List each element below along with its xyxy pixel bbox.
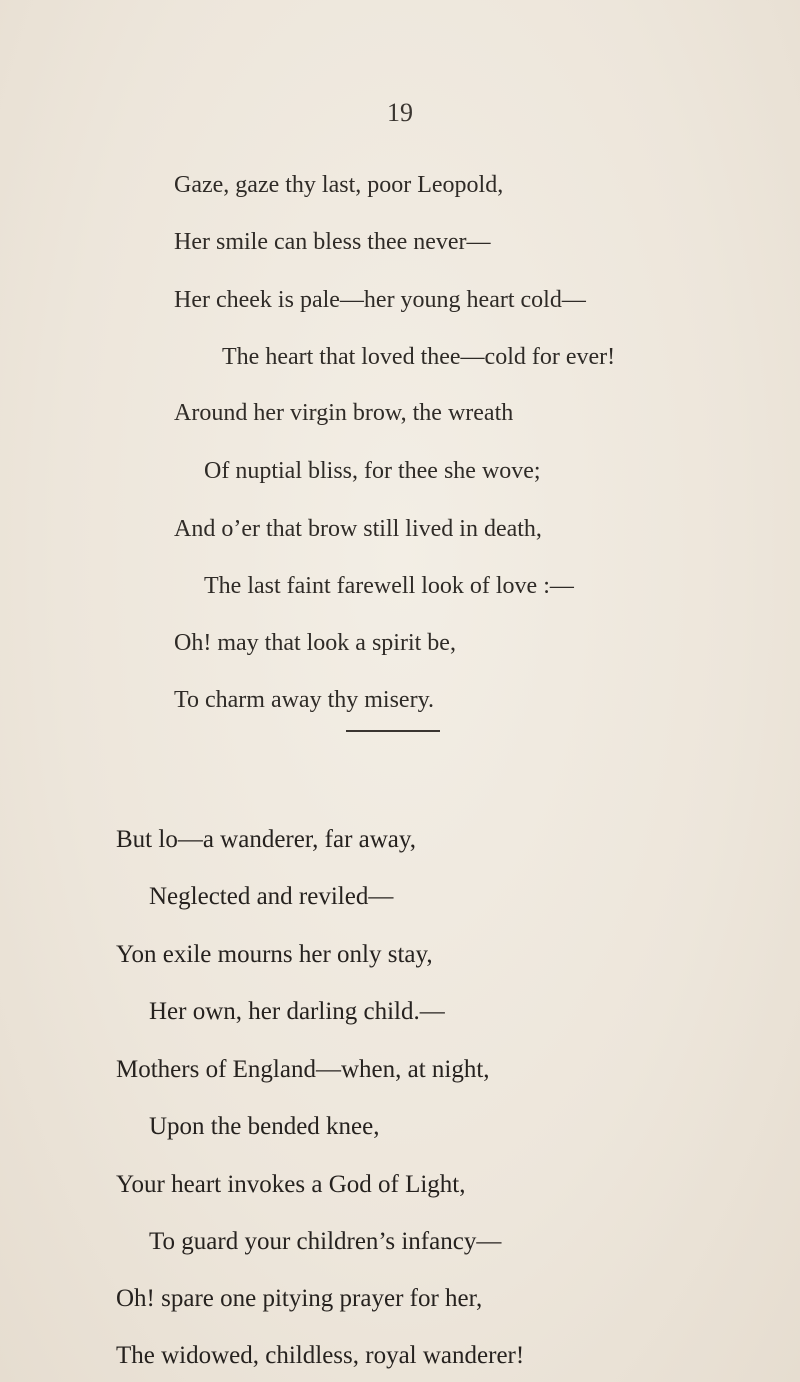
poem-line: The last faint farewell look of love :— (204, 573, 574, 599)
poem-line: Yon exile mourns her only stay, (116, 941, 433, 968)
poem-line: Around her virgin brow, the wreath (174, 400, 514, 426)
page-number: 19 (387, 98, 413, 127)
poem-line: Neglected and reviled— (149, 883, 394, 910)
poem-line: Gaze, gaze thy last, poor Leopold, (174, 172, 504, 198)
poem-line: But lo—a wanderer, far away, (116, 826, 417, 853)
poem-line: Of nuptial bliss, for thee she wove; (204, 458, 541, 484)
poem-line: Upon the bended knee, (149, 1113, 380, 1140)
section-divider (346, 730, 440, 732)
poem-line: Oh! spare one pitying prayer for her, (116, 1285, 483, 1312)
poem-line: To charm away thy misery. (174, 687, 435, 713)
poem-line: The widowed, childless, royal wanderer! (116, 1342, 525, 1369)
poem-line: The heart that loved thee—cold for ever! (222, 344, 616, 370)
poem-line: To guard your children’s infancy— (149, 1228, 502, 1255)
poem-line: And o’er that brow still lived in death, (174, 516, 542, 542)
poem-line: Her own, her darling child.— (149, 998, 445, 1025)
poem-line: Her cheek is pale—her young heart cold— (174, 287, 586, 313)
poem-line: Her smile can bless thee never— (174, 229, 491, 255)
poem-line: Oh! may that look a spirit be, (174, 630, 456, 656)
poem-line: Mothers of England—when, at night, (116, 1056, 490, 1083)
poem-line: Your heart invokes a God of Light, (116, 1171, 466, 1198)
